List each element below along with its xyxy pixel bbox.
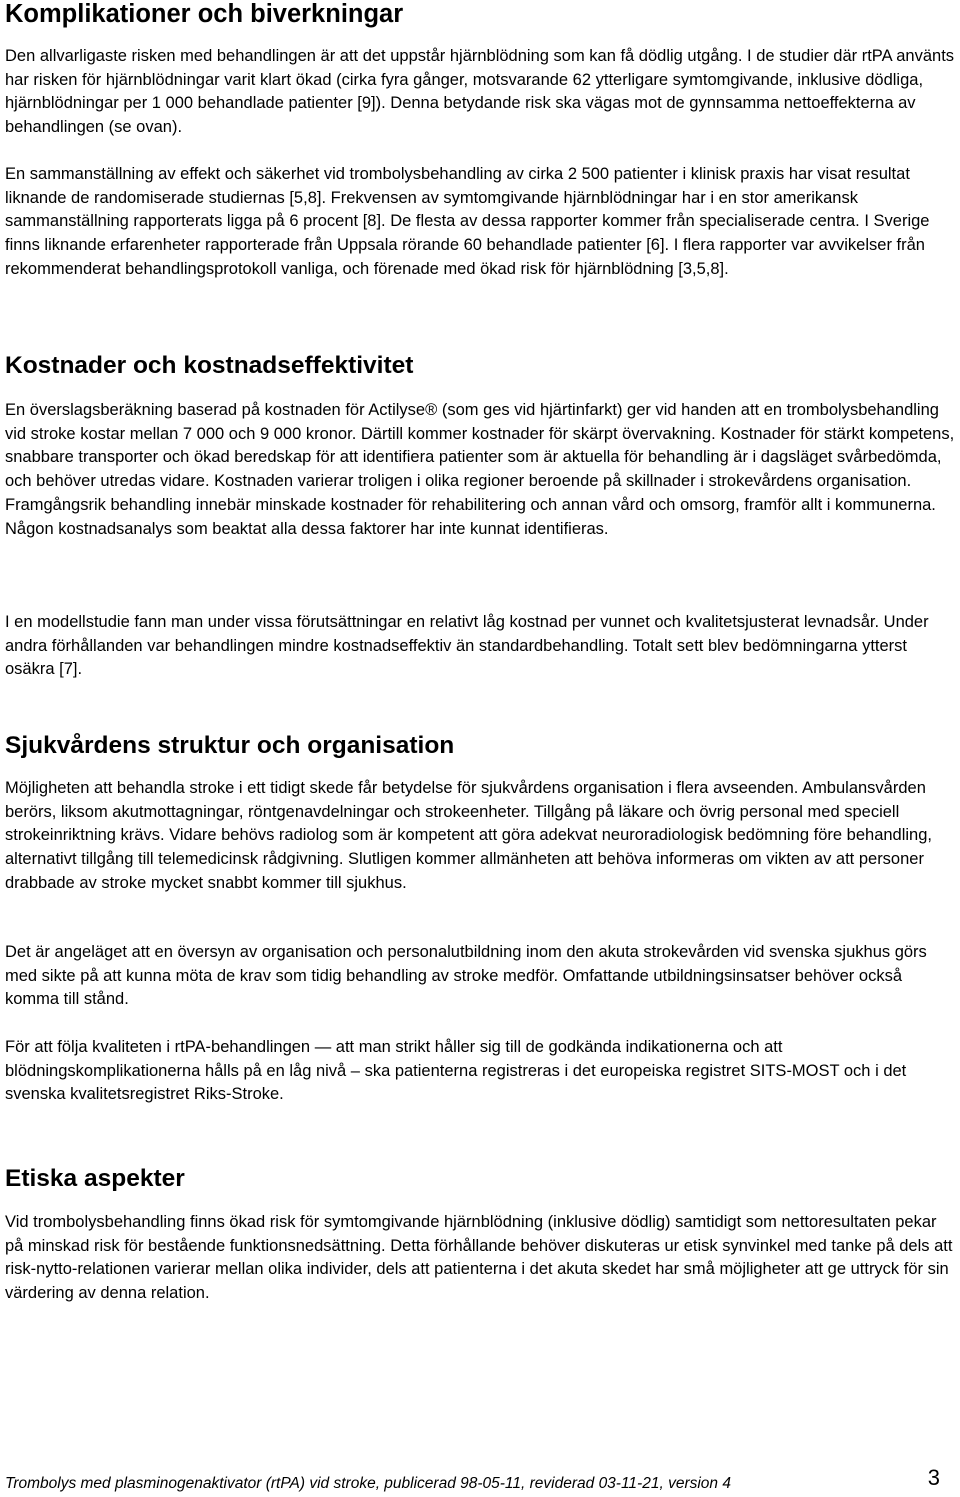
paragraph: En sammanställning av effekt och säkerhet vid trombolysbehandling av cirka 2 500 patienter i klinisk praxis har visat resultat liknande de randomiserade studiernas [5,8]. Frekvensen av symtomgivande hjärnblödningar har i en stor amerikansk sammanställning rapporterats ligga på 6 procent [8]. De flesta av dessa rapporter kommer från specialiserade centra. I Sverige finns liknande erfarenheter rapporterade från Uppsala rörande 60 behandlade patienter [6]. I flera rapporter var avvikelser från rekommenderat behandlingsprotokoll vanliga, och förenade med ökad risk för hjärnblödning [3,5,8].: [5, 165, 930, 278]
paragraph: Det är angeläget att en översyn av organisation och personalutbildning inom den akuta strokevården vid svenska sjukhus görs med sikte på att kunna möta de krav som tidig behandling av stroke medför. Omfattande utbildningsinsatser behöver också komma till stånd.: [5, 943, 927, 1009]
section-heading: Sjukvårdens struktur och organisation: [5, 732, 455, 759]
paragraph: I en modellstudie fann man under vissa förutsättningar en relativt låg kostnad per vunnet och kvalitetsjusterat levnadsår. Under andra förhållanden var behandlingen mindre kostnadseffektiv än standardbehandling. Totalt sett blev bedömningarna ytterst osäkra [7].: [5, 613, 929, 679]
section-heading: Komplikationer och biverkningar: [5, 0, 404, 28]
paragraph: Vid trombolysbehandling finns ökad risk för symtomgivande hjärnblödning (inklusive dödlig) samtidigt som nettoresultaten pekar på minskad risk för bestående funktionsnedsättning. Detta förhållande behöver diskuteras ur etisk synvinkel med tanke på dels att risk-nytto-relationen varierar mellan olika individer, dels att patienterna i det akuta skedet har små möjligheter att ge uttryck för sin värdering av denna relation.: [5, 1213, 953, 1303]
paragraph: Den allvarligaste risken med behandlingen är att det uppstår hjärnblödning som kan få dödlig utgång. I de studier där rtPA använts har risken för hjärnblödningar varit klart ökad (cirka fyra gånger, motsvarande 62 ytterligare symtomgivande, inklusive dödliga, hjärnblödningar per 1 000 behandlade patienter [9]). Denna betydande risk ska vägas mot de gynnsamma nettoeffekterna av behandlingen (se ovan).: [5, 47, 955, 137]
paragraph: Möjligheten att behandla stroke i ett tidigt skede får betydelse för sjukvårdens organisation i flera avseenden. Ambulansvården berörs, liksom akutmottagningar, röntgenavdelningar och strokeenheter. Tillgång på läkare och övrig personal med speciell strokeinriktning krävs. Vidare behövs radiolog som är kompetent att göra adekvat neuroradiologisk bedömning före behandling, alternativt tillgång till telemedicinsk rådgivning. Slutligen kommer allmänheten att behöva informeras om vikten av att personer drabbade av stroke mycket snabbt kommer till sjukhus.: [5, 779, 932, 892]
page-number: 3: [927, 1465, 940, 1490]
paragraph: En överslagsberäkning baserad på kostnaden för Actilyse® (som ges vid hjärtinfarkt) ger vid handen att en trombolysbehandling vid stroke kostar mellan 7 000 och 9 000 kronor. Därtill kommer kostnader för skärpt övervakning. Kostnader för stärkt kompetens, snabbare transporter och ökad beredskap för att identifiera patienter som är aktuella för behandling är i dagsläget svårbedömda, och behöver utredas vidare. Kostnaden varierar troligen i olika regioner beroende på skillnader i strokevårdens organisation. Framgångsrik behandling innebär minskade kostnader för rehabilitering och annan vård och omsorg, framför allt i kommunerna. Någon kostnadsanalys som beaktat alla dessa faktorer har inte kunnat identifieras.: [5, 401, 955, 538]
paragraph: För att följa kvaliteten i rtPA-behandlingen — att man strikt håller sig till de godkända indikationerna och att blödningskomplikationerna hålls på en låg nivå – ska patienterna registreras i det europeiska registret SITS-MOST och i det svenska kvalitetsregistret Riks-Stroke.: [5, 1038, 907, 1104]
section-heading: Etiska aspekter: [5, 1165, 185, 1192]
footer-citation: Trombolys med plasminogenaktivator (rtPA) vid stroke, publicerad 98-05-11, reviderad 03-11-21, version 4: [5, 1475, 731, 1492]
page-footer: [5, 1465, 957, 1495]
section-heading: Kostnader och kostnadseffektivitet: [5, 352, 414, 379]
